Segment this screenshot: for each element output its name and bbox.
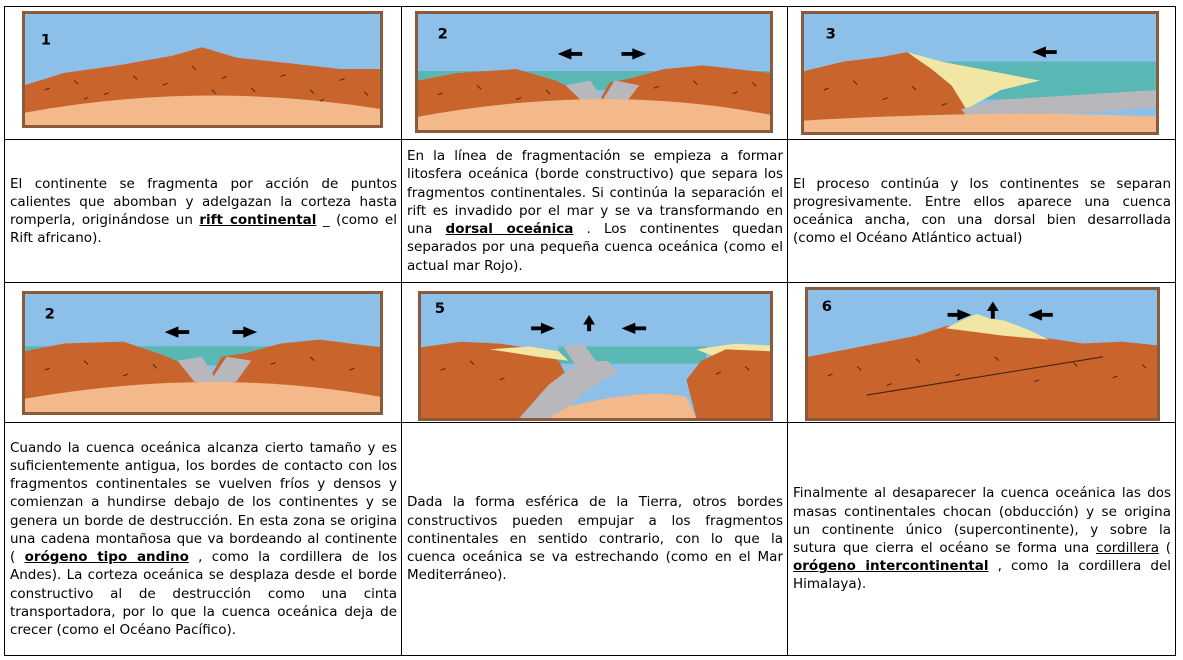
paragraph: Dada la forma esférica de la Tierra, otros bordes constructivos pueden empujar a los fragmentos continentales en sentido contrario, con lo que la cuenca oceánica se va estrechando (como en el Mar Mediterráneo). [407,494,783,584]
description-stage-5 [402,423,788,655]
panel-number: 2 [437,26,448,43]
panel-number: 6 [821,299,833,315]
diagram-stage-5 [418,291,773,421]
paragraph: En la línea de fragmentación se empieza a formar litosfera oceánica (borde constructivo) que separa los fragmentos continentales. Si continúa la separación el rift es invadido por el mar y se va transformando en una dorsal oceánica . Los continentes quedan separados por una pequeña cuenca oceánica (como el actual mar Rojo). [407,148,783,274]
paragraph: El continente se fragmenta por acción de puntos calientes que abomban y adelgazan la corteza hasta romperla, originándose un rift continental _ (como el Rift africano). [10,175,397,247]
key-term: orógeno tipo andino [24,549,189,566]
description-stage-4 [5,423,402,655]
key-term: orógeno intercontinental [793,558,989,575]
panel-number: 1 [40,32,52,49]
panel-number: 2 [44,306,55,323]
diagram-stage-1 [22,11,383,128]
diagram-stage-2-repeat [22,291,383,415]
key-term: dorsal oceánica [445,221,574,238]
paragraph: Finalmente al desaparecer la cuenca oceánica las dos masas continentales chocan (obducción) y se origina un continente único (supercontinente), y sobre la sutura que cierra el océano se forma una cordillera ( orógeno intercontinental , como la cordillera del Himalaya). [793,485,1172,593]
row-divider [4,282,1176,283]
key-term: rift continental [199,212,317,228]
panel-number: 3 [825,26,836,43]
diagram-stage-3 [801,11,1159,135]
paragraph: El proceso continúa y los continentes se separan progresivamente. Entre ellos aparece una cuenca oceánica ancha, con una dorsal bien desarrollada (como el Océano Atlántico actual) [793,175,1171,247]
table-border-top [4,6,1176,7]
description-stage-6 [788,423,1176,655]
key-term: cordillera [1096,540,1159,556]
description-stage-3 [788,140,1176,282]
diagram-stage-2 [415,11,773,133]
table-border-bottom [4,655,1176,656]
description-stage-2 [402,140,788,282]
panel-number: 5 [434,301,446,318]
paragraph: Cuando la cuenca oceánica alcanza cierto tamaño y es suficientemente antigua, los bordes de contacto con los fragmentos continentales se vuelven fríos y densos y comienzan a hundirse debajo de los continentes y se genera un borde de destrucción. En esta zona se origina una cadena montañosa que va bordeando al continente ( orógeno tipo andino , como la cordillera de los Andes). La corteza oceánica se desplaza desde el borde constructivo al de destrucción como una cinta transportadora, por lo que la cuenca oceánica deja de crecer (como el Océano Pacífico). [10,439,397,638]
diagram-stage-6 [805,287,1160,421]
description-stage-1 [5,140,402,282]
